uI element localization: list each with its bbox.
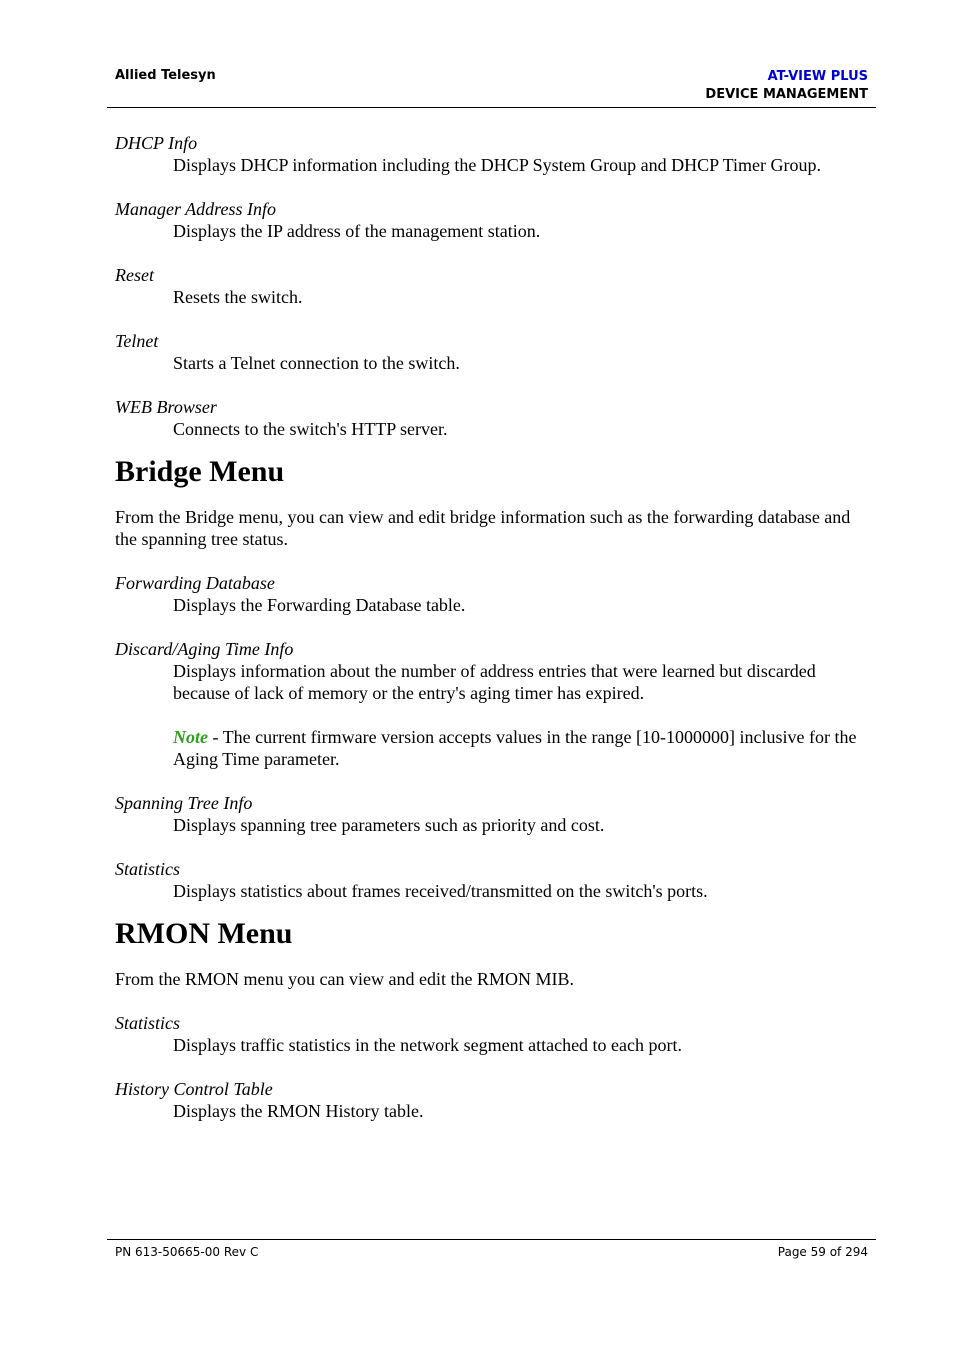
term-web-browser: WEB Browser	[115, 397, 217, 417]
footer-part-number: PN 613-50665-00 Rev C	[115, 1245, 259, 1259]
term-bridge-statistics: Statistics	[115, 859, 181, 879]
term-telnet: Telnet	[115, 331, 159, 351]
heading-bridge-menu: Bridge Menu	[115, 455, 285, 488]
note-label: Note	[173, 727, 208, 747]
term-rmon-statistics: Statistics	[115, 1013, 181, 1033]
desc-forwarding-database: Displays the Forwarding Database table.	[173, 595, 466, 615]
footer-rule	[107, 1239, 876, 1240]
desc-history-control-table: Displays the RMON History table.	[173, 1101, 424, 1121]
term-discard-aging: Discard/Aging Time Info	[115, 639, 294, 659]
desc-rmon-statistics: Displays traffic statistics in the network segment attached to each port.	[173, 1035, 683, 1055]
header-product: AT-VIEW PLUS	[767, 69, 868, 84]
term-forwarding-database: Forwarding Database	[115, 573, 275, 593]
term-dhcp-info: DHCP Info	[115, 133, 198, 153]
desc-telnet: Starts a Telnet connection to the switch.	[173, 353, 460, 373]
term-manager-address-info: Manager Address Info	[115, 199, 276, 219]
desc-dhcp-info: Displays DHCP information including the DHCP System Group and DHCP Timer Group.	[173, 155, 822, 175]
term-spanning-tree-info: Spanning Tree Info	[115, 793, 253, 813]
term-history-control-table: History Control Table	[115, 1079, 273, 1099]
note-aging-time	[173, 726, 875, 770]
header-titles	[705, 68, 868, 104]
bridge-intro: From the Bridge menu, you can view and edit bridge information such as the forwarding database and the spanning tree status.	[115, 507, 851, 549]
footer-page-number: Page 59 of 294	[777, 1245, 868, 1259]
header-section: DEVICE MANAGEMENT	[705, 87, 868, 102]
desc-reset: Resets the switch.	[173, 287, 303, 307]
term-reset: Reset	[115, 265, 154, 285]
rmon-intro: From the RMON menu you can view and edit the RMON MIB.	[115, 969, 574, 989]
header-rule	[107, 107, 876, 108]
desc-bridge-statistics: Displays statistics about frames received/transmitted on the switch's ports.	[173, 881, 708, 901]
heading-rmon-menu: RMON Menu	[115, 917, 293, 950]
desc-spanning-tree-info: Displays spanning tree parameters such as priority and cost.	[173, 815, 605, 835]
page-content	[115, 132, 875, 1144]
header-company: Allied Telesyn	[115, 68, 216, 83]
note-text: - The current firmware version accepts values in the range [10-1000000] inclusive for the Aging Time parameter.	[173, 727, 857, 769]
desc-web-browser: Connects to the switch's HTTP server.	[173, 419, 448, 439]
desc-manager-address-info: Displays the IP address of the management station.	[173, 221, 541, 241]
desc-discard-aging: Displays information about the number of address entries that were learned but discarded because of lack of memory or the entry's aging timer has expired.	[173, 661, 816, 703]
